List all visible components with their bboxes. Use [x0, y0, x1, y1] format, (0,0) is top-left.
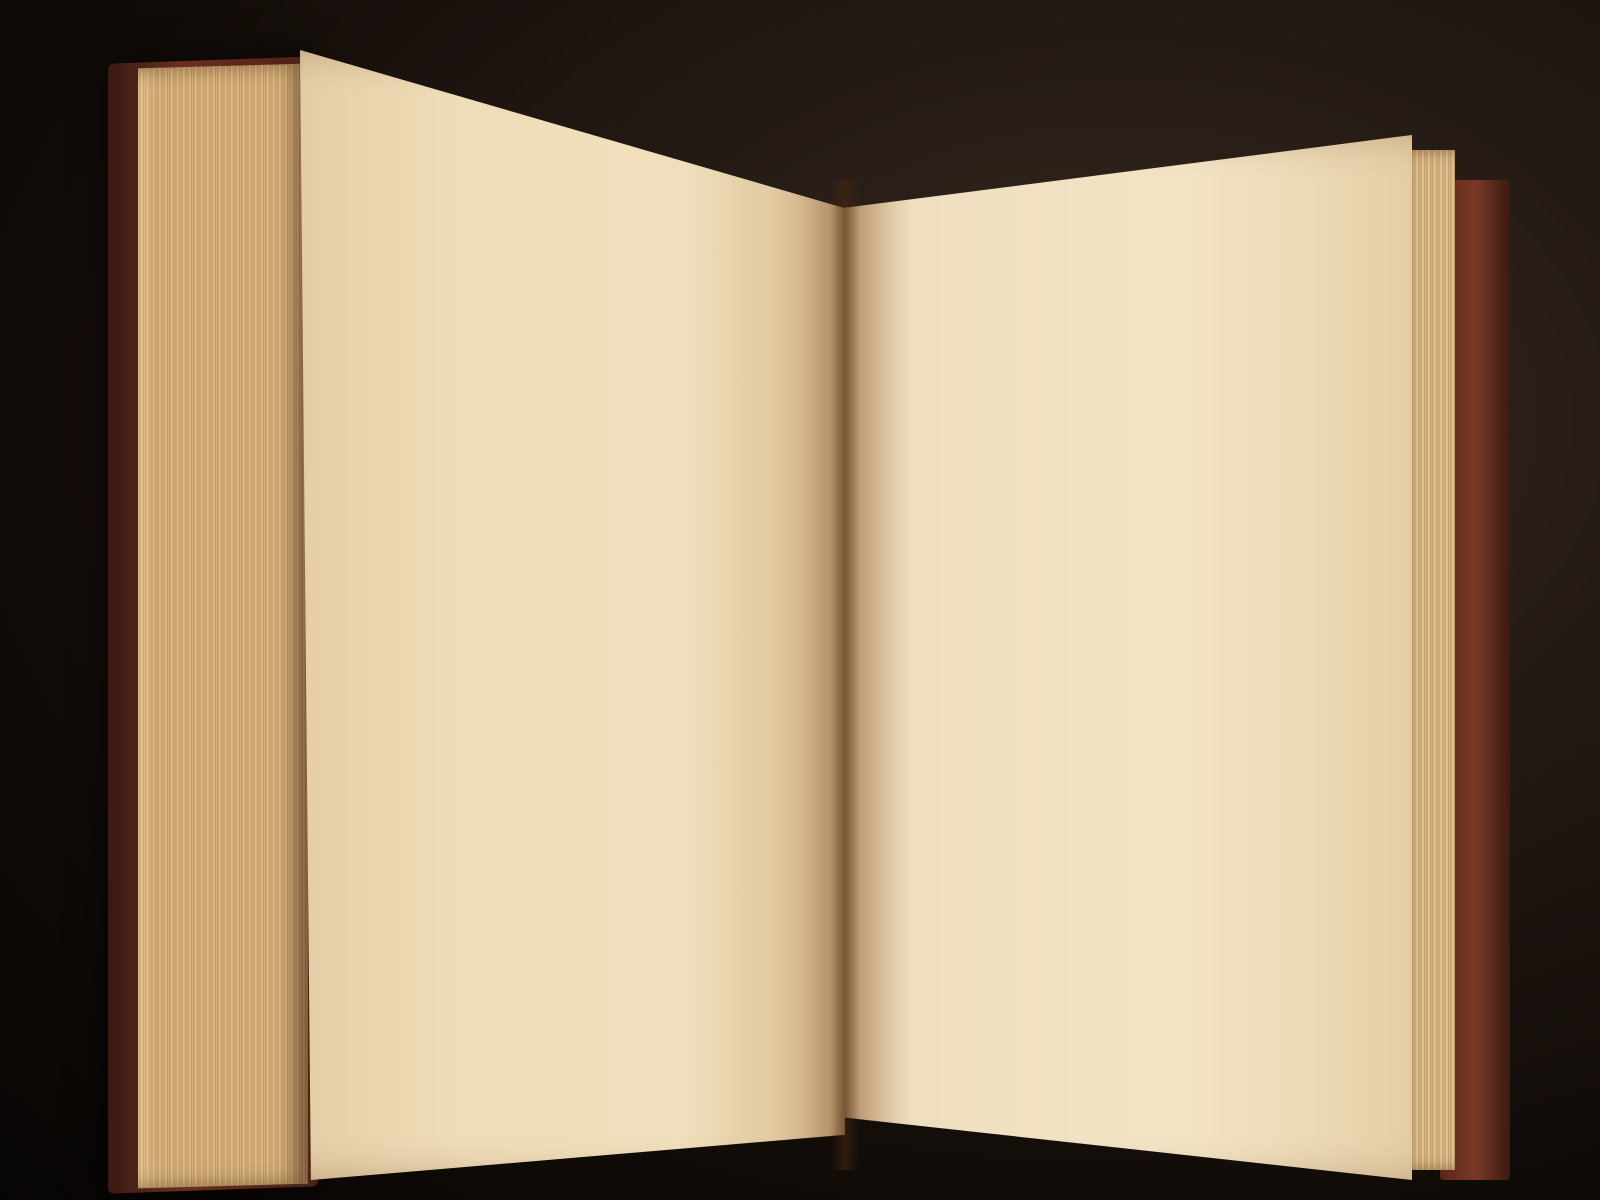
decorative-headband-ornament [857, 247, 1241, 339]
page-edges-left [138, 64, 308, 1189]
left-page [300, 50, 845, 1180]
book-gutter [830, 180, 860, 1170]
